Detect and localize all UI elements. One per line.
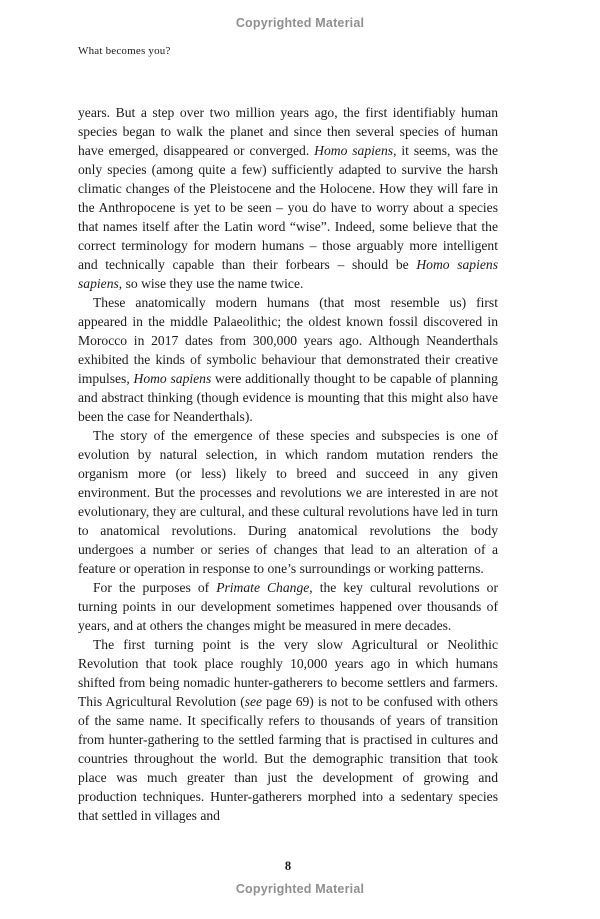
paragraph: The story of the emergence of these species and subspecies is one of evolution by natural selection, in which random mutation renders the organism more (or less) likely to breed and succeed in any given environment. But the processes and revolutions we are interested in are not evolutionary, they are cultural, and these cultural revolutions have led in turn to anatomical revolutions. During anatomical revolutions the body undergoes a number or series of changes that lead to an alteration of a feature or operation in response to one’s surroundings or working patterns. [78, 428, 498, 576]
paragraph: These anatomically modern humans (that most resemble us) first appeared in the middle Palaeolithic; the oldest known fossil discovered in Morocco in 2017 dates from 300,000 years ago. Although Neanderthals exhibited the kinds of symbolic behaviour that demonstrated their creative impulses, Homo sapiens were additionally thought to be capable of planning and abstract thinking (though evidence is mounting that this might also have been the case for Neanderthals). [78, 295, 498, 424]
copyright-watermark-bottom: Copyrighted Material [235, 882, 365, 896]
paragraph: The first turning point is the very slow Agricultural or Neolithic Revolution that took place roughly 10,000 years ago in which humans shifted from being nomadic hunter-gatherers to become settlers and farmers. This Agricultural Revolution (see page 69) is not to be confused with others of the same name. It specifically refers to thousands of years of transition from hunter-gathering to the settled farming that is practised in cultures and countries throughout the world. But the demographic transition that took place was much greater than just the development of growing and production techniques. Hunter-gatherers morphed into a sedentary species that settled in villages and [78, 637, 498, 823]
paragraph: years. But a step over two million years ago, the first identifiably human species began to walk the planet and since then several species of human have emerged, disappeared or converged. Homo sapiens, it seems, was the only species (among quite a few) sufficiently adapted to survive the harsh climatic changes of the Pleistocene and the Holocene. How they will fare in the Anthropocene is yet to be seen – you do have to worry about a species that names itself after the Latin word “wise”. Indeed, some believe that the correct terminology for modern humans – those arguably more intelligent and technically capable than their forbears – should be Homo sapiens sapiens, so wise they use the name twice. [78, 105, 498, 291]
page-number: 8 [284, 859, 292, 873]
running-header: What becomes you? [78, 45, 171, 57]
copyright-watermark-top: Copyrighted Material [235, 16, 365, 30]
paragraph: For the purposes of Primate Change, the key cultural revolutions or turning points in our development sometimes happened over thousands of years, and at others the changes might be measured in mere decades. [78, 580, 498, 633]
body-text [78, 103, 498, 825]
